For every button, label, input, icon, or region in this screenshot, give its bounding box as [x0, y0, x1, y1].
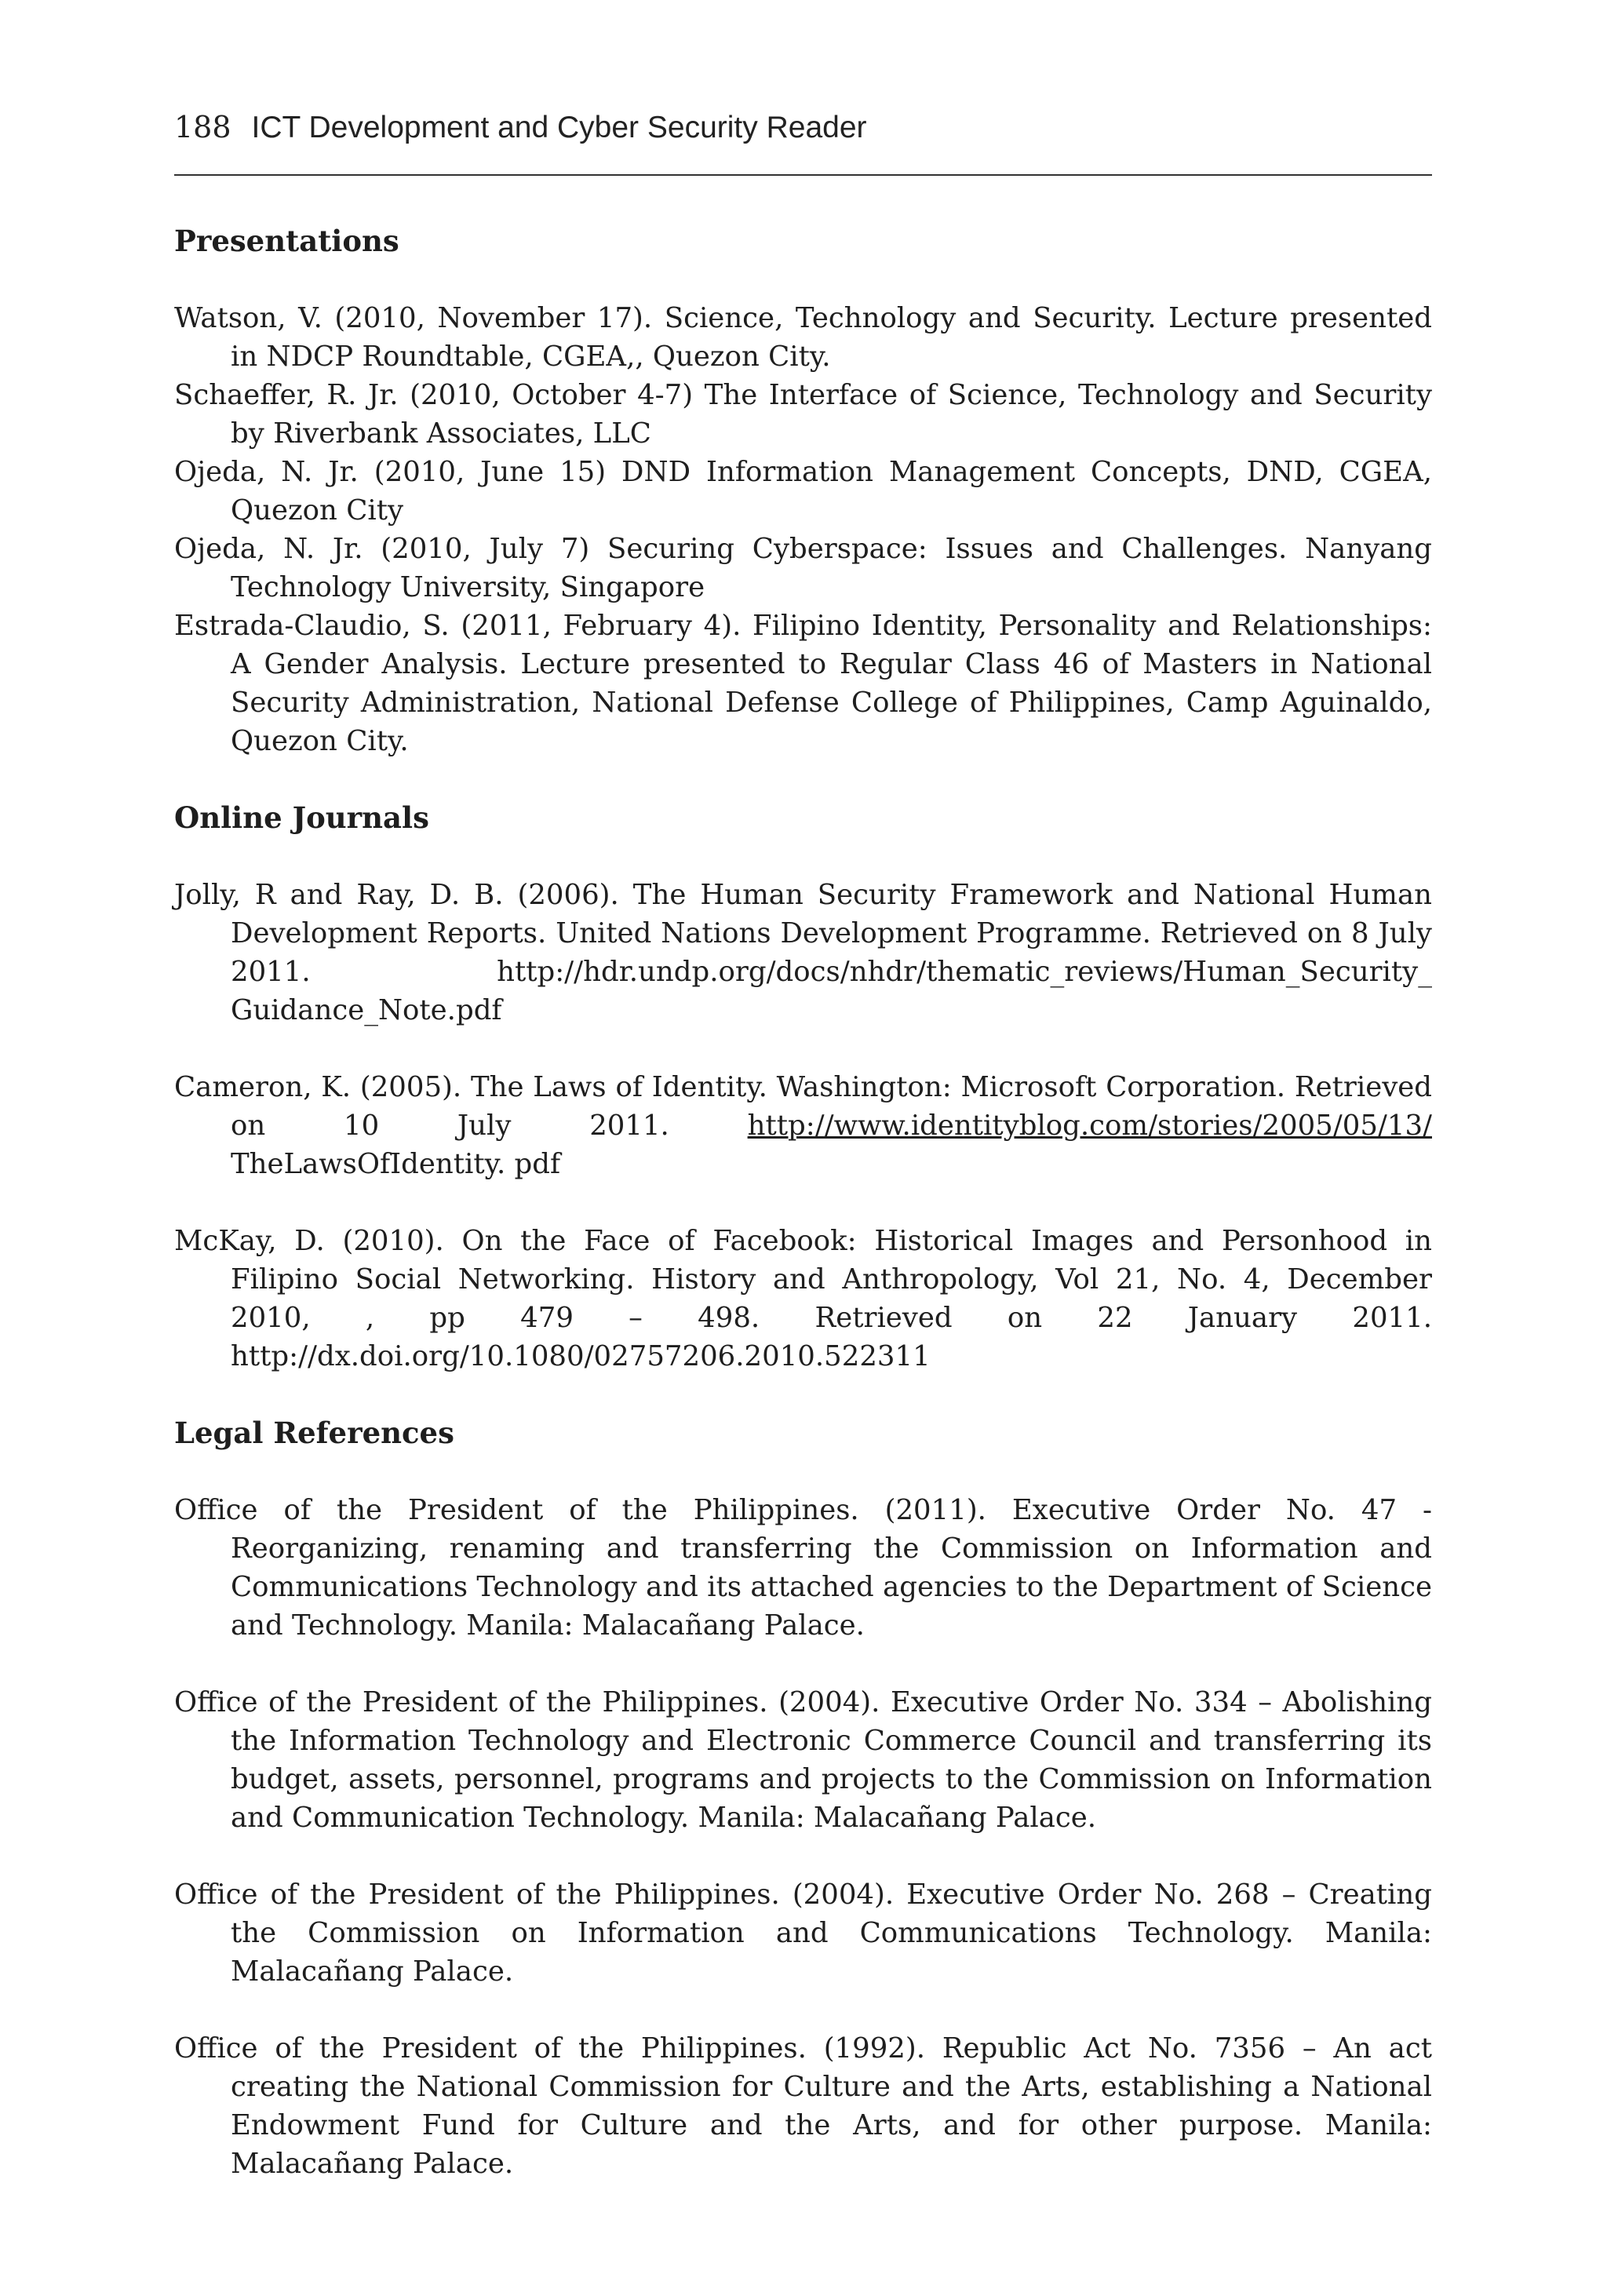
reference-entry: Watson, V. (2010, November 17). Science, Technology and Security. Lecture presented in NDCP Roundtable, CGEA,, Quezon City. [174, 302, 1432, 373]
section-legal-references [174, 1414, 1432, 2183]
reference-entry: McKay, D. (2010). On the Face of Facebook: Historical Images and Personhood in Filipino Social Networking. History and Anthropology, Vol 21, No. 4, December 2010, , pp 479 – 498. Retrieved on 22 January 2011. http://dx.doi.org/10.1080/02757206.2010.522311 [174, 1225, 1432, 1372]
section-heading-online-journals: Online Journals [174, 800, 429, 835]
reference-entry: Estrada-Claudio, S. (2011, February 4). Filipino Identity, Personality and Relationships: A Gender Analysis. Lecture presented to Regular Class 46 of Masters in National Security Administration, National Defense College of Philippines, Camp Aguinaldo, Quezon City. [174, 610, 1432, 757]
legal-references-list [174, 1491, 1432, 2183]
running-header [174, 110, 1430, 154]
section-heading-presentations: Presentations [174, 224, 399, 258]
online-journals-list [174, 876, 1432, 1376]
presentations-list [174, 299, 1432, 760]
reference-entry: Ojeda, N. Jr. (2010, July 7) Securing Cyberspace: Issues and Challenges. Nanyang Technology University, Singapore [174, 533, 1432, 603]
section-presentations [174, 222, 1432, 760]
reference-text: Cameron, K. (2005). The Laws of Identity. Washington: Microsoft Corporation. Retrieved on 10 July 2011. [174, 1071, 1432, 1142]
section-online-journals [174, 799, 1432, 1376]
section-heading-legal-references: Legal References [174, 1416, 454, 1450]
reference-entry: Office of the President of the Philippines. (2011). Executive Order No. 47 - Reorganizing, renaming and transferring the Commission on Information and Communications Technology and its attached agencies to the Department of Science and Technology. Manila: Malacañang Palace. [174, 1494, 1432, 1642]
reference-link[interactable]: http://www.identityblog.com/stories/2005/05/13/ [747, 1110, 1432, 1142]
page-number: 188 [174, 110, 231, 144]
reference-entry: Jolly, R and Ray, D. B. (2006). The Human Security Framework and National Human Development Reports. United Nations Development Programme. Retrieved on 8 July 2011. http://hdr.undp.org/docs/nhdr/thematic_reviews/Human_Security_ Guidance_Note.pdf [174, 879, 1432, 1026]
header-rule [174, 174, 1432, 176]
running-title: ICT Development and Cyber Security Reader [251, 111, 867, 144]
reference-entry: Schaeffer, R. Jr. (2010, October 4-7) The Interface of Science, Technology and Security by Riverbank Associates, LLC [174, 379, 1432, 450]
reference-entry-with-link [174, 1068, 1432, 1183]
reference-list [174, 222, 1432, 2183]
reference-entry: Office of the President of the Philippines. (1992). Republic Act No. 7356 – An act creating the National Commission for Culture and the Arts, establishing a National Endowment Fund for Culture and the Arts, and for other purpose. Manila: Malacañang Palace. [174, 2032, 1432, 2180]
reference-text: TheLawsOfIdentity. pdf [231, 1148, 561, 1180]
reference-entry: Ojeda, N. Jr. (2010, June 15) DND Information Management Concepts, DND, CGEA, Quezon City [174, 456, 1432, 527]
reference-entry: Office of the President of the Philippines. (2004). Executive Order No. 268 – Creating the Commission on Information and Communications Technology. Manila: Malacañang Palace. [174, 1879, 1432, 1988]
reference-entry: Office of the President of the Philippines. (2004). Executive Order No. 334 – Abolishing the Information Technology and Electronic Commerce Council and transferring its budget, assets, personnel, programs and projects to the Commission on Information and Communication Technology. Manila: Malacañang Palace. [174, 1686, 1432, 1834]
